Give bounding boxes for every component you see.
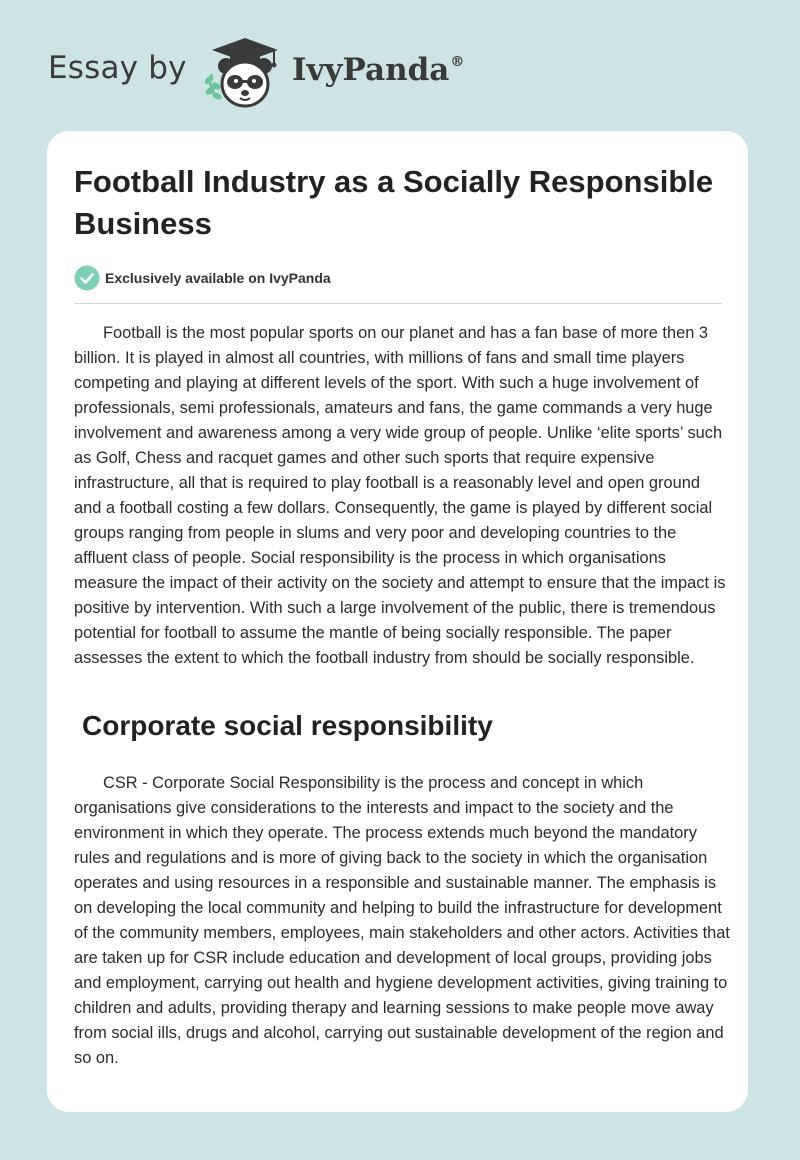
section-heading: Corporate social responsibility: [82, 710, 493, 741]
brand-name: IvyPanda®: [292, 52, 465, 88]
exclusive-label: Exclusively available on IvyPanda: [105, 270, 331, 286]
site-header: [48, 32, 748, 112]
page-title: Football Industry as a Socially Responsible Business: [74, 164, 714, 241]
csr-paragraph: CSR - Corporate Social Responsibility is the process and concept in which organisations give considerations to the interests and impact to the society and the environment in which they operate. The process extends much beyond the mandatory rules and regulations and is more of giving back to the society in which the organisation operates and using resources in a responsible and sustainable manner. The emphasis is on developing the local community and helping to build the infrastructure for development of the community members, employees, main stakeholders and other actors. Activities that are taken up for CSR include education and development of local groups, providing jobs and employment, carrying out health and hygiene development activities, giving training to children and adults, providing therapy and learning sessions to make people move away from social ills, drugs and alcohol, carrying out sustainable development of the region and so on.: [74, 774, 730, 1067]
essay-by-label: Essay by: [48, 50, 187, 86]
divider: [74, 303, 722, 304]
check-circle-icon: [74, 265, 100, 291]
panda-graduate-icon: [200, 36, 286, 112]
registered-mark: ®: [450, 54, 465, 70]
essay-card: [47, 131, 748, 1112]
intro-paragraph: Football is the most popular sports on our planet and has a fan base of more then 3 billion. It is played in almost all countries, with millions of fans and small time players competing and playing at different levels of the sport. With such a huge involvement of professionals, semi professionals, amateurs and fans, the game commands a very huge involvement and awareness among a very wide group of people. Unlike ‘elite sports’ such as Golf, Chess and racquet games and other such sports that require expensive infrastructure, all that is required to play football is a reasonably level and open ground and a football costing a few dollars. Consequently, the game is played by different social groups ranging from people in slums and very poor and developing countries to the affluent class of people. Social responsibility is the process in which organisations measure the impact of their activity on the society and attempt to ensure that the impact is positive by intervention. With such a large involvement of the public, there is tremendous potential for football to assume the mantle of being socially responsible. The paper assesses the extent to which the football industry from should be socially responsible.: [74, 324, 726, 667]
